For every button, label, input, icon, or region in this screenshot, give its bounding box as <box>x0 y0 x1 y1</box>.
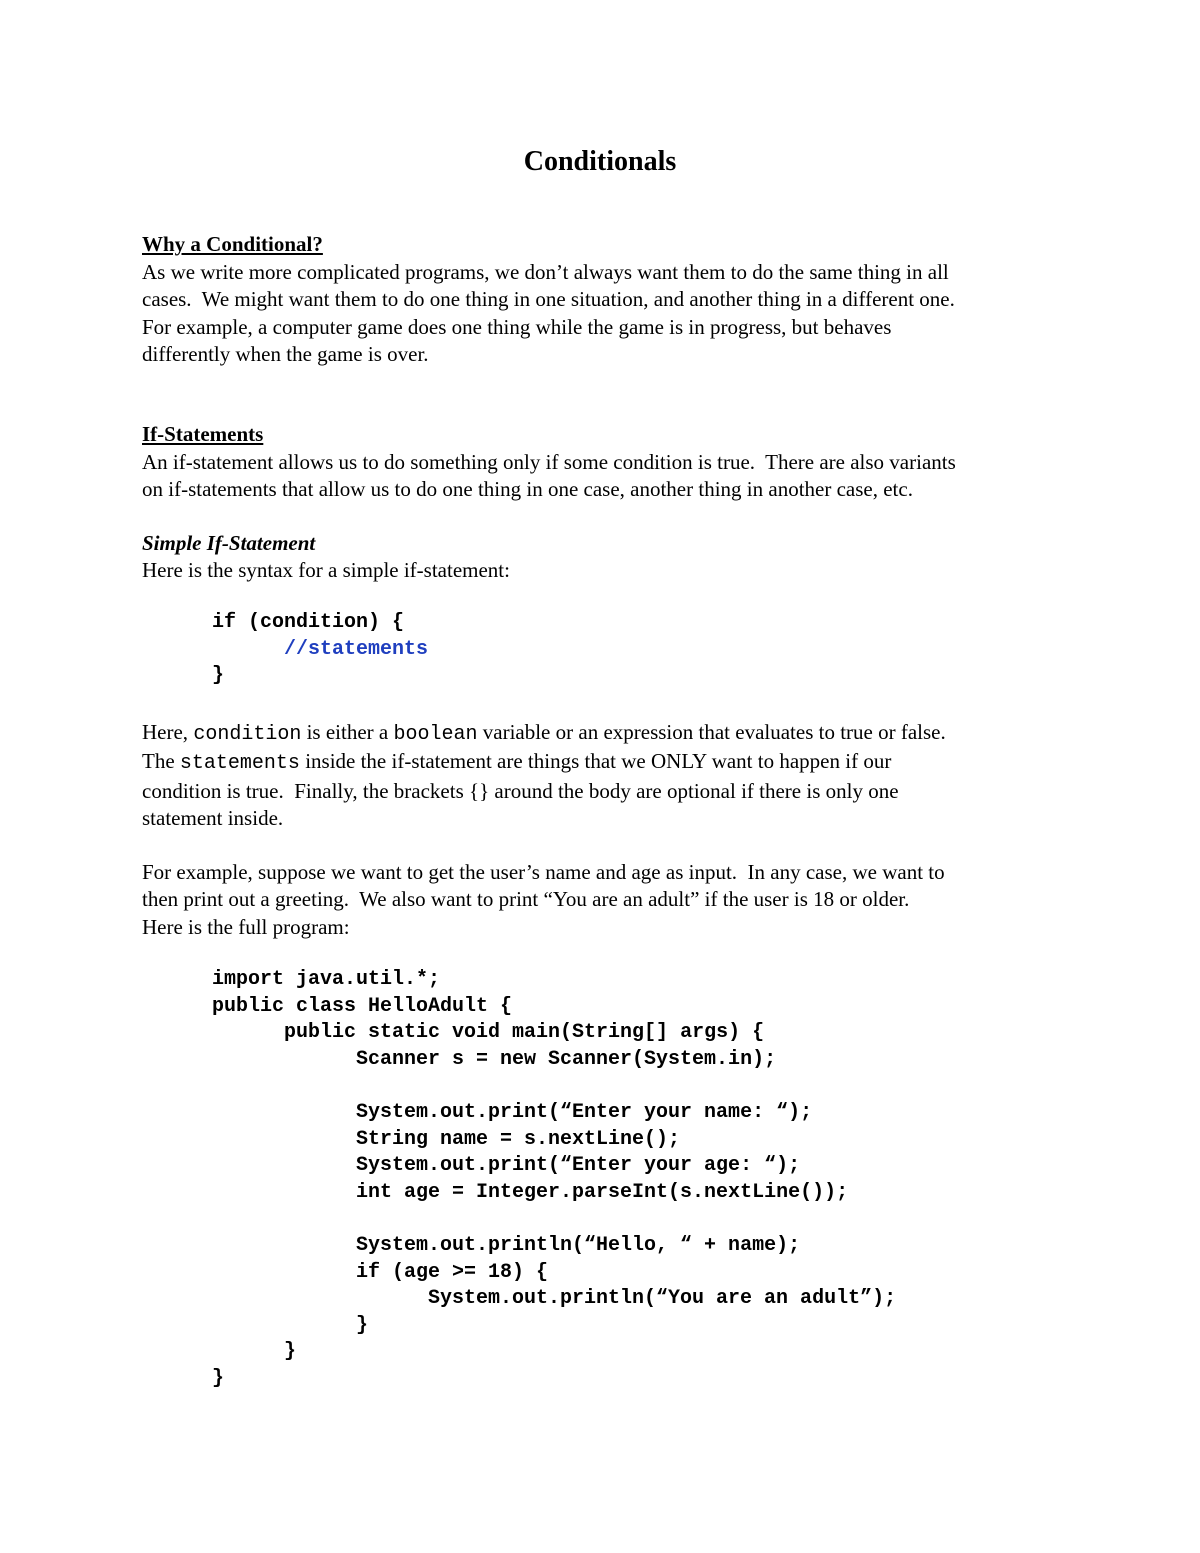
text-line: An if-statement allows us to do something only if some condition is true. There are also variants <box>142 450 956 474</box>
text-line: differently when the game is over. <box>142 341 429 366</box>
code-line: } <box>212 1366 225 1390</box>
text-line: For example, a computer game does one thing while the game is in progress, but behaves <box>142 314 892 339</box>
text-line: As we write more complicated programs, we don’t always want them to do the same thing in all <box>142 260 949 284</box>
text-line: on if-statements that allow us to do one thing in one case, another thing in another case, etc. <box>142 477 913 502</box>
text-line <box>142 748 1072 777</box>
text-line: Here is the full program: <box>142 914 350 939</box>
code-line: } <box>284 1340 297 1364</box>
text-line: cases. We might want them to do one thing in one situation, and another thing in a different one. <box>142 287 955 312</box>
inline-code-boolean: boolean <box>393 723 478 746</box>
text-run: The <box>142 749 180 774</box>
code-line: } <box>356 1313 369 1337</box>
subheading-simple-if: Simple If-Statement <box>142 531 316 555</box>
code-line: import java.util.*; <box>212 968 441 991</box>
code-line: Scanner s = new Scanner(System.in); <box>356 1047 777 1071</box>
code-comment: //statements <box>284 637 429 661</box>
code-line: } <box>212 664 225 688</box>
text-line: then print out a greeting. We also want to print “You are an adult” if the user is 18 or older. <box>142 887 910 912</box>
code-block-syntax <box>212 610 428 690</box>
code-line: System.out.println(“Hello, “ + name); <box>356 1233 801 1257</box>
code-line: int age = Integer.parseInt(s.nextLine()); <box>356 1180 849 1204</box>
text-run: variable or an expression that evaluates to true or false. <box>477 720 946 744</box>
text-line: statement inside. <box>142 805 284 830</box>
text-line: Here is the syntax for a simple if-statement: <box>142 558 510 582</box>
code-line: public static void main(String[] args) { <box>284 1021 765 1045</box>
paragraph-why-conditional <box>142 259 1072 368</box>
code-line: if (age >= 18) { <box>356 1260 549 1284</box>
paragraph-example <box>142 859 1072 941</box>
code-blank-line <box>212 1206 896 1233</box>
paragraph-syntax-intro <box>142 557 1072 584</box>
text-line: For example, suppose we want to get the user’s name and age as input. In any case, we want to <box>142 860 945 884</box>
section-heading-if-statements: If-Statements <box>142 422 264 446</box>
text-run: Here, <box>142 720 194 744</box>
inline-code-statements: statements <box>179 752 300 776</box>
section-heading-why-conditional: Why a Conditional? <box>142 232 323 256</box>
code-line: System.out.print(“Enter your name: “); <box>356 1100 813 1124</box>
code-line: public class HelloAdult { <box>212 994 513 1018</box>
inline-code-condition: condition <box>193 723 302 746</box>
code-line: if (condition) { <box>212 611 405 634</box>
text-run: inside the if-statement are things that we ONLY want to happen if our <box>299 749 892 774</box>
code-block-program <box>212 967 896 1393</box>
paragraph-if-statements <box>142 449 1072 504</box>
code-blank-line <box>212 1073 896 1100</box>
text-run: is either a <box>301 720 394 744</box>
page-title: Conditionals <box>523 146 677 177</box>
code-line: System.out.print(“Enter your age: “); <box>356 1154 801 1178</box>
code-line: String name = s.nextLine(); <box>356 1127 681 1151</box>
code-line: System.out.println(“You are an adult”); <box>428 1287 897 1311</box>
text-line <box>142 719 1072 748</box>
text-line: condition is true. Finally, the brackets {} around the body are optional if there is only one <box>142 778 899 803</box>
paragraph-syntax-explanation <box>142 719 1072 832</box>
